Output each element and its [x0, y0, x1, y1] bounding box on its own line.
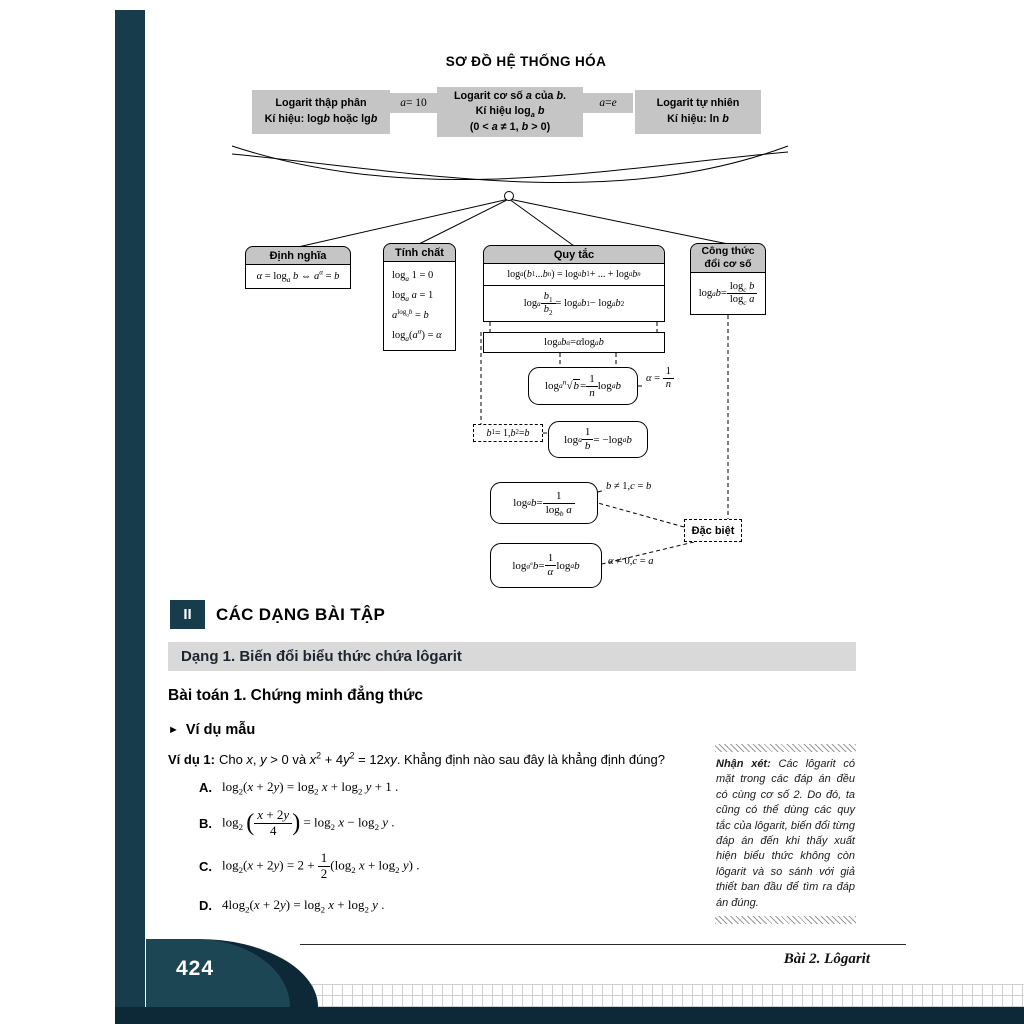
box-logarit-tu-nhien-line2: Kí hiệu: ln b [667, 113, 729, 125]
bai-toan-title: Bài toán 1. Chứng minh đẳng thức [168, 687, 423, 704]
inverse-base-formula-box: log a b = 1 $\log_b a$ [490, 482, 598, 524]
box-logarit-co-so-a [437, 87, 583, 137]
note-content: Các lôgarit có mặt trong các đáp án đều có cùng cơ số 2. Do đó, ta cũng có thể dùng các quy tắc của lôgarit, biến đổi từng đáp án đến khi thấy xuất hiện biểu thức không còn lôgarit và so sánh với giả thiết ban đầu để tìm ra đáp án đúng. [716, 758, 855, 909]
option-d-letter: D. [199, 897, 212, 913]
option-c [199, 850, 419, 882]
footer-grid-pattern [302, 984, 1024, 1007]
doi-co-so-box [690, 243, 766, 315]
option-a-formula: $\log_2(x + 2y) = \log_2 x + \log_2 y + 1$ . [222, 779, 399, 797]
example-1 [168, 752, 713, 767]
note-label: Nhận xét: [716, 758, 771, 770]
box-logarit-co-so-a-line1: Logarit cơ số a của b. [453, 89, 567, 102]
note-hatch-bottom [715, 916, 856, 924]
doi-co-so-formula: log a b = $\log_c b$ $\log_c a$ [690, 273, 766, 315]
option-b-formula: $\log_2$ ( $\frac{x + 2y}{4}$ ) = $\log_2 x - \log_2 y$ . [222, 806, 395, 838]
dinh-nghia-box [245, 246, 351, 289]
tinh-chat-formula-3: $a^{log_ab} = b$ [392, 307, 429, 321]
connector-label-a-equals-e: a = e [583, 93, 633, 113]
box-logarit-tu-nhien [635, 90, 761, 134]
diagram-title: SƠ ĐỒ HỆ THỐNG HÓA [445, 54, 607, 69]
quy-tac-formula-2: log a $b_1$ $b_2$ = log a b 1 − log a b 2 [483, 286, 665, 322]
quy-tac-formula-1: log a ( b 1 ... b n ) = log a b 1 + ... + log a b n [483, 264, 665, 286]
alpha-equals-1-over-n-label: α = $\frac{1}{n}$ [646, 366, 674, 391]
example-1-label: Ví dụ 1: [168, 752, 215, 767]
reciprocal-formula-box: log a 1 b = −log a b [548, 421, 648, 458]
tinh-chat-formulas [383, 262, 456, 351]
side-note [715, 744, 856, 924]
tinh-chat-header: Tính chất [383, 243, 456, 262]
b1-b2-condition-label: b 1 = 1, b 2 = b [473, 424, 543, 442]
option-d [199, 894, 384, 916]
option-c-letter: C. [199, 858, 212, 874]
tinh-chat-formula-1: $\log_a 1 = 0$ [392, 270, 434, 284]
tinh-chat-formula-2: $\log_a a = 1$ [392, 290, 434, 304]
vi-du-mau-header [168, 722, 255, 738]
hub-node [505, 192, 514, 201]
footer-chapter-label: Bài 2. Lôgarit [783, 951, 870, 967]
dac-biet-label: Đặc biệt [684, 519, 742, 542]
section-ii-badge: II [170, 600, 205, 629]
b-not-1-condition-label: b ≠ 1,c = b [606, 481, 652, 492]
option-d-formula: $4\log_2(x + 2y) = \log_2 x + \log_2 y$ . [222, 897, 385, 915]
option-b-letter: B. [199, 815, 212, 831]
option-b [199, 804, 395, 842]
triangle-icon: ► [168, 724, 179, 736]
box-logarit-co-so-a-line2: Kí hiệu $\log_a b$ [475, 105, 545, 120]
dang-1-bar: Dạng 1. Biến đổi biểu thức chứa lôgarit [168, 642, 856, 671]
power-base-formula-box: log $a^\alpha$ b = 1 α log a b [490, 543, 602, 588]
dinh-nghia-header: Định nghĩa [245, 246, 351, 265]
vi-du-mau-label: Ví dụ mẫu [185, 722, 256, 738]
note-hatch-top [715, 744, 856, 752]
box-logarit-thap-phan-line1: Logarit thập phân [275, 97, 367, 110]
box-logarit-thap-phan-line2: Kí hiệu: logb hoặc lgb [264, 113, 378, 125]
quy-tac-box [483, 245, 665, 322]
section-title: CÁC DẠNG BÀI TẬP [216, 605, 386, 624]
connector-label-a-equals-10: a = 10 [390, 93, 437, 113]
box-logarit-co-so-a-line3: (0 < a ≠ 1, b > 0) [469, 120, 551, 133]
alpha-not-0-condition-label: α ≠ 0,c = a [608, 556, 654, 567]
doi-co-so-header: Công thức đổi cơ số [690, 243, 766, 273]
option-a-letter: A. [199, 779, 212, 795]
quy-tac-formula-3: log a b α = α log a b [483, 332, 665, 353]
tinh-chat-formula-4: $\log_a(a^\alpha) = \alpha$ [392, 327, 442, 344]
bottom-bar [115, 1007, 1024, 1024]
box-logarit-tu-nhien-line1: Logarit tự nhiên [656, 97, 740, 110]
box-logarit-thap-phan [252, 90, 390, 134]
quy-tac-header: Quy tắc [483, 245, 665, 264]
example-1-statement: Cho x, y > 0 và $x^2 + 4y^2 = 12xy$. Khẳng định nào sau đây là khẳng định đúng? [218, 750, 665, 767]
dinh-nghia-formula: $\alpha = \log_a b$ ⇔ $a^\alpha = b$ [245, 265, 351, 289]
page-number: 424 [176, 957, 215, 980]
note-text [715, 752, 856, 916]
footer-rule [300, 944, 906, 945]
option-a [199, 776, 398, 798]
tinh-chat-box [383, 243, 456, 351]
nth-root-formula-box: log a $^n$√b = 1 n log a b [528, 367, 638, 405]
option-c-formula: $\log_2(x + 2y) = 2$ + $\frac{1}{2}$ ($\log_2$ $x + \log_2 y$) . [222, 849, 420, 881]
